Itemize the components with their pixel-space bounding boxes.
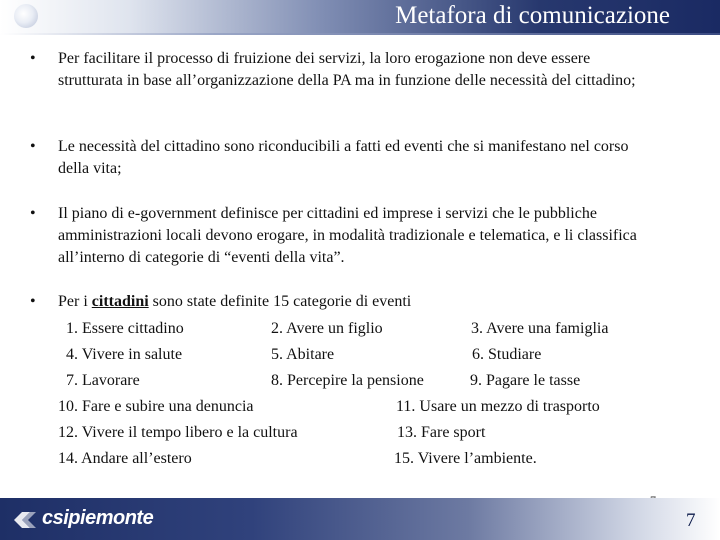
category-item: 12. Vivere il tempo libero e la cultura xyxy=(58,424,298,441)
category-item: 3. Avere una famiglia xyxy=(471,320,609,337)
category-item: 10. Fare e subire una denuncia xyxy=(58,398,254,415)
bullet-marker: • xyxy=(30,138,36,155)
bullet-marker: • xyxy=(30,293,36,310)
header-orb-icon xyxy=(14,4,38,28)
category-item: 4. Vivere in salute xyxy=(66,346,183,363)
category-item: 14. Andare all’estero xyxy=(58,450,192,467)
bullet-marker: • xyxy=(30,205,36,222)
category-item: 8. Percepire la pensione xyxy=(271,372,424,389)
category-item: 2. Avere un figlio xyxy=(271,320,383,337)
page-number: 7 xyxy=(686,510,696,531)
bullet-text xyxy=(58,291,658,313)
category-item: 1. Essere cittadino xyxy=(66,320,184,337)
category-item: 5. Abitare xyxy=(271,346,335,363)
category-item: 13. Fare sport xyxy=(397,424,486,441)
csi-logo-icon xyxy=(10,508,38,532)
bullet-prefix: Per i xyxy=(58,293,92,310)
cittadini-highlight: cittadini xyxy=(91,293,149,310)
bullet-text: Il piano di e-government definisce per cittadini ed imprese i servizi che le pubbliche amministrazioni locali devono erogare, in modalità tradizionale e telematica, e li classifica all’interno di categorie di “eventi della vita”. xyxy=(58,205,637,266)
bullet-text: Per facilitare il processo di fruizione dei servizi, la loro erogazione non deve essere strutturata in base all’organizzazione della PA ma in funzione delle necessità del cittadino; xyxy=(58,50,636,89)
slide-title: Metafora di comunicazione xyxy=(395,2,670,29)
bullet-marker: • xyxy=(30,50,36,67)
category-item: 7. Lavorare xyxy=(66,372,140,389)
category-item: 11. Usare un mezzo di trasporto xyxy=(396,398,600,415)
bullet-text: Le necessità del cittadino sono riconducibili a fatti ed eventi che si manifestano nel corso della vita; xyxy=(58,138,629,177)
bullet-suffix: sono state definite 15 categorie di eventi xyxy=(148,293,412,310)
category-item: 9. Pagare le tasse xyxy=(470,372,581,389)
header-divider xyxy=(0,33,720,35)
category-item: 6. Studiare xyxy=(472,346,542,363)
csi-logo-text: csipiemonte xyxy=(42,507,154,529)
category-item: 15. Vivere l’ambiente. xyxy=(394,450,537,467)
